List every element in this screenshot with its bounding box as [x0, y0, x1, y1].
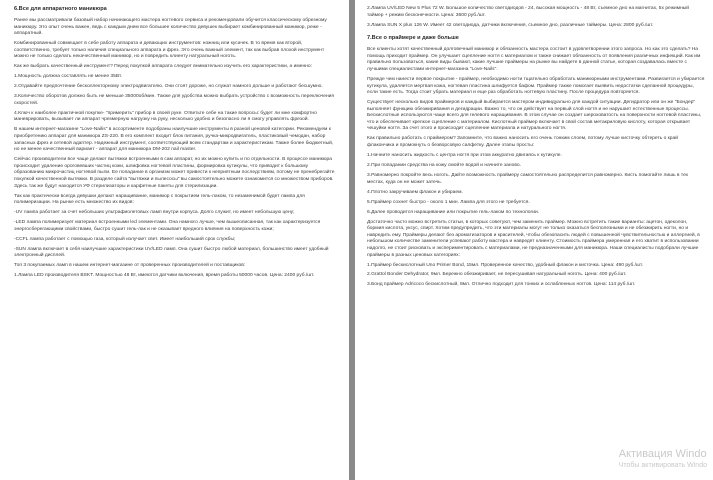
list-item: -UV лампа работает за счет небольших ультрафиолетовых ламп внутри корпуса. Долго служит, но имеет небольшую цену;	[14, 210, 295, 216]
list-item: 2.Лампа UV/LED New 5 Plus 72 W. Большое количество светодиодов - 24, высокая мощность - 48 Вт, съемное дно на магнитах, 5х режимный таймер + режим бесконечности. Цена: 3600 руб./шт.	[367, 6, 690, 18]
list-item: 2.Grattol Bonder Dehydrator, 9мл. Бережно обезжиривает, не пересушивая натуральный ноготь. Цена: 400 руб./шт.	[367, 272, 627, 278]
list-item: 2.Отдавайте предпочтение бесколлекторному электродвигателю. Они стоят дороже, но служат намного дольше и работают бесшумно.	[14, 84, 323, 90]
paragraph: Топ 3 покупаемых ламп в нашем интернет-магазине от проверенных производителей и поставщиков:	[14, 263, 246, 269]
list-item: 3.Количество оборотов должно быть не меньше 35000об/мин. Также для удобства можно выбрать устройство с возможность переключения скоростей.	[14, 94, 335, 106]
list-item: 3.Лампа SUN X plus 126 W. Имеет 42 светодиода, датчики включения, съемное дно, различные таймеры. Цена: 2800 руб./шт.	[367, 22, 654, 28]
right-paragraphs	[367, 47, 705, 289]
watermark-title: Активация Windo	[618, 448, 707, 460]
list-item: 3.Равномерно покройте весь ноготь. Дайте возможность праймеру самостоятельно распределится равномерно. Кисть помогайте лишь в тех местах, куда он не может затечь.	[367, 173, 689, 185]
paragraph: Сейчас производители все чаще делают вытяжки встроенными в сам аппарат, но их можно купить и по отдельности. В процессе маникюра происходит удаление ороговевших частиц кожи, шлифовка ногтевой пластины, формировка кутикулы, что приводит к большому образованию микрочастиц ногтевой пыли. Ее попадание в организм может привести к неприятным последствиям, потому не пренебрегайте покупкой качественной вытяжки. В разделе сайта "вытяжки и пылесосы" вы самостоятельно можете ознакомится со множеством приборов. Здесь так же будут находится УФ стерилизаторы и карфетные пакеты для стерилизации.	[14, 157, 335, 189]
list-item: 4.Плотно закручиваем флакон и убираем.	[367, 189, 463, 195]
list-item: -LED лампа полимеризует материал встроенными led элементами. Она намного лучше, чем вышеописанная, так как характеризуется энергосберегающими свойствами, быстро сушит гель-лак и не оказывает вредного влияния на поверхность кожи;	[14, 220, 321, 232]
list-item: -SUN лампа включает в себя наилучшие характеристики UV/LED ламп. Она сушит быстро любой материал, большинство имеет удобный электронный дисплей.	[14, 246, 329, 259]
list-item: 1.Мощность должна составлять не менее 35Вт.	[14, 74, 122, 80]
section-heading-6: 6.Все для аппаратного маникюра	[14, 6, 107, 12]
list-item: 3.Бонд праймер Adricoco бескислотный, 8мл. Отлично подходит для тонких и ослабленных ногтов. Цена: 114 руб./шт.	[367, 282, 636, 288]
list-item: 5.Праймер сохнет быстро - около 1 мин. Лампа для этого не требуется.	[367, 199, 530, 205]
paragraph: Существует несколько видов праймеров и каждый выбирается мастером индивидуально для каждой ситуации. Дегидратор или он же "Бондер" выполняет функцию обезжиривания и дегидрации. Важно то, что он действует на первый слой ногтя и не нарушает естественные процессы. Бескислотные используются чаще всего для гелевого наращивания. В этом случае он создает шероховатость на поверхности ногтевой пластины, что и обеспечивает крепкое сцепление с материалом. Кислотный праймер включает в свой состав метакриловую кислоту, которая открывает чешуйки ногтя. За счет этого и происходит сцепление материала и натурального ногтя.	[367, 100, 702, 132]
paragraph: Как правильно работать с праймером? Запомните, что важно наносить его очень тонким слоем, потому лучше кисточку обтереть о край флакончика и промокнуть о безворсовую салфетку. Далее этапы просты:	[367, 136, 678, 149]
list-item: -CCFL лампа работает с помощью газа, который излучает свет. Имеет наибольший срок службы;	[14, 236, 236, 242]
left-paragraphs	[14, 18, 339, 280]
list-item: 1.Начните наносить жидкость с центра ногтя при этом аккуратно двигаясь к кутикуле.	[367, 153, 562, 159]
list-item: 1.Праймер бескислотный Uno Primer Bond, 15мл. Проверенное качество, удобный флакон и кисточка. Цена: 490 руб./шт.	[367, 262, 643, 268]
document-page-left	[0, 0, 349, 480]
watermark-subtitle: Чтобы активировать Windo	[618, 462, 707, 469]
paragraph: Комбинированный совмещает в себе работу аппарата и девающих инструментов: ножниц или кусачек. В то время как второй, соответственно, требует только наличия специального аппарата и фрез. Это очень важный элемент, так как выбрав плохой инструмент можно не только сделать некачественный маникюр, но и повредить клиенту натуральный ноготь.	[14, 41, 325, 60]
document-page-right	[355, 0, 713, 480]
paragraph: Как же выбрать качественный инструмент? Перед покупкой аппарата следует внимательно изучить его характеристики, а именно:	[14, 64, 312, 70]
paragraph: Все клиенты хотят качественный долговечный маникюр и обязанность мастера состоит в удовлетворении этого запроса. Но как это сделать? На помощь приходит праймер. Он улучшает сцепление ногтя с материалом и также снижает обязанность от появления различных инфекций. Как им правильно пользоваться, какие виды бывают, какие лучшие праймеры на рынке вы найдете в данной статье, которая создавалась вместе с лучшими специалистами интернет-магазина "Love-Nails".	[367, 47, 701, 72]
section-heading-7: 7.Все о праймере и даже больше	[367, 35, 459, 42]
list-item: 4.Ключ к наиболее практичной покупке- "примерить" прибор в своей руке. Ответьте себе на такие вопросы: будет ли мне комфортно маневрировать, вызывает ли аппарат чрезмерную нагрузку на руку, несколько удобно и безопасно ли я смогу управлять фрезой.	[14, 110, 317, 123]
paragraph: Так как практически всегда девушки делают наращивание, маникюр с покрытием гель-лаком, то незаменимой будет лампа для полимеризации. На рынке есть множество их видов:	[14, 193, 305, 206]
paragraph: Достаточно часто можно встретить статьи, в которых советуют, чем заменить праймер. Можно встретить такие варианты: ацетон, одеколон, бормия кислота, уксус, спирт. Хотим предупредить, что эти материалы могут не только оказаться бесполезными и не обезжирить ногти, но и навредить ему. Праймеры делают без ароматизаторов и красителей, чтобы обезопасить людей с повышенной чувствительностью и аллергией, в небольшом количестве заменители успевают работу мастера и навредят клиенту. Стоимость праймера умеренная и его хватит в использовании надолго, не стоит рисковать и экспериментировать с материалами, не предназначенными для маникюра. Наши специалисты подобрали лучшие праймеры в разных ценовых категориях:	[367, 219, 700, 258]
paragraph: Прежде чем нанести первое покрытие - праймер, необходимо ногти тщательно обработать маникюрными инструментами. Развигается и убирается кутикула, удаляется мертвая кожа, ногтевая пластина шлифуется бафом. Праймер также помогает выявить недостатки сделанной процедуры, если такие есть. Тогда стоит убрать материал и еще раз обработать ногтевую пластину. После процедура повторяется.	[367, 76, 705, 96]
paragraph: В нашем интернет-магазине "Love-Nailis" в ассортименте подобраны наилучшие инструменты в разной ценовой категории. Рекомендуем к приобретению аппарат для маникюра ZS-220. В его комплект входит блок питания, ручка-микродвигатель, пластиковый чемодан, набор запасных фрез и сетевой адаптер. Надежный инструмент, соответствующий всем стандартам и характеристикам. Также более бюджетный, но не менее качественный вариант - аппарат для маникюра DM-202 nail master.	[14, 127, 334, 153]
list-item: 6.Далее проводится наращивание или покрытие гель-лаком по технологии.	[367, 209, 540, 215]
paragraph: Ранее мы рассматривали базовый набор начинающего мастера ногтевого сервиса и рекомендовали обучится классическому обрезному маникюру. Это опыт очень важен, ведь с каждым днем все большее количество девушек выбирает комбинированный маникюр, реже - аппаратный.	[14, 18, 327, 37]
list-item: 1.Лампа LED производителя BSKT. Мощностью 48 Вт, имеются датчики включения, время работы 50000 часов. Цена: 2400 руб./шт.	[14, 273, 315, 279]
windows-activation-watermark	[619, 448, 707, 470]
list-item: 2.При попадании средства на кожу смойте водой и начните заново.	[367, 163, 521, 169]
